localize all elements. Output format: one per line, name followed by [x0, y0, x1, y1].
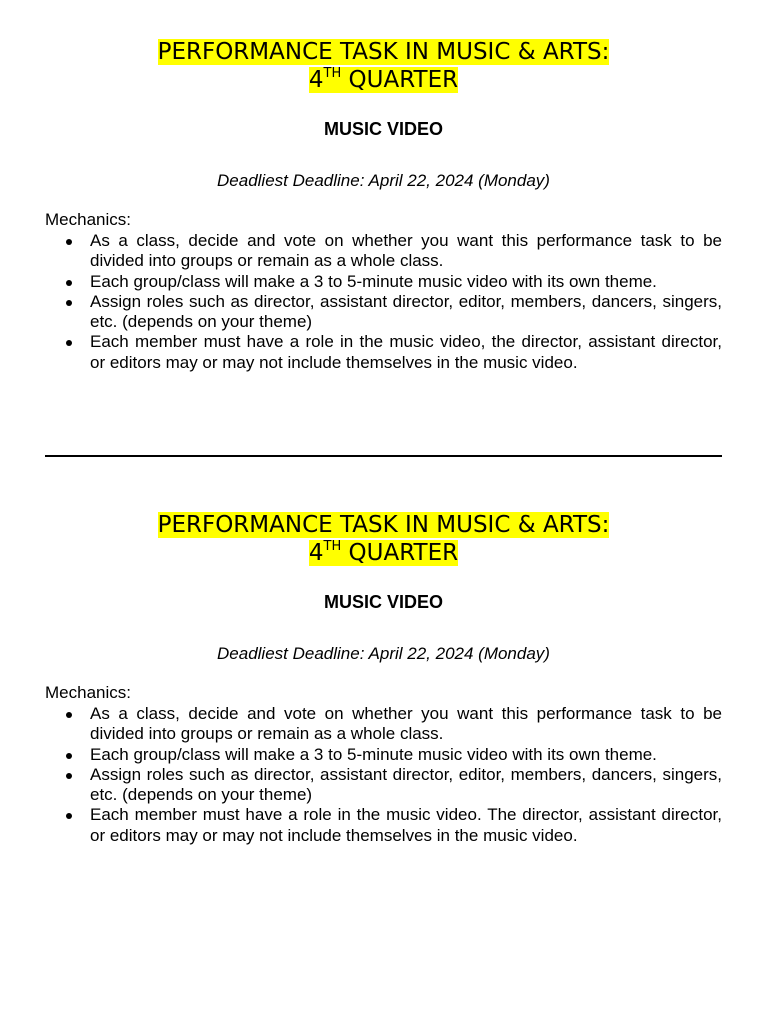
quarter-ordinal-suffix: TH [323, 539, 342, 554]
mechanics-item-text: Each member must have a role in the music video. The director, assistant director, or editors may or may not include themselves in the music video. [90, 805, 722, 845]
title-line-1: PERFORMANCE TASK IN MUSIC & ARTS: [157, 39, 610, 65]
title-line-2 [309, 540, 458, 566]
title-line-2 [309, 67, 458, 93]
mechanics-item [45, 231, 722, 272]
mechanics-label: Mechanics: [45, 683, 131, 702]
task-subtitle: MUSIC VIDEO [323, 119, 443, 139]
mechanics-item [45, 332, 722, 373]
mechanics-item [45, 745, 722, 765]
bullet-icon [66, 753, 72, 759]
mechanics-item [45, 272, 722, 292]
task-section-1 [45, 38, 722, 372]
quarter-number: 4 [308, 67, 324, 93]
mechanics-item-text: Assign roles such as director, assistant director, editor, members, dancers, singers, etc. (depends on your theme) [90, 764, 722, 805]
bullet-icon [66, 300, 72, 306]
mechanics-item-text: As a class, decide and vote on whether you want this performance task to be divided into groups or remain as a whole class. [90, 704, 722, 744]
deadline-text: Deadliest Deadline: April 22, 2024 (Monday) [217, 644, 550, 663]
quarter-ordinal-suffix: TH [323, 66, 342, 81]
bullet-icon [66, 712, 72, 718]
quarter-number: 4 [308, 540, 324, 566]
mechanics-label: Mechanics: [45, 210, 131, 229]
title-line-1: PERFORMANCE TASK IN MUSIC & ARTS: [157, 512, 610, 538]
task-subtitle: MUSIC VIDEO [323, 592, 443, 612]
bullet-icon [66, 340, 72, 346]
bullet-icon [66, 239, 72, 245]
section-divider [45, 455, 722, 457]
document-title [45, 511, 722, 571]
mechanics-item-text: Each group/class will make a 3 to 5-minute music video with its own theme. [90, 744, 657, 764]
mechanics-list [45, 231, 722, 373]
deadline-text: Deadliest Deadline: April 22, 2024 (Monday) [217, 171, 550, 190]
mechanics-item [45, 805, 722, 846]
quarter-word: QUARTER [341, 540, 459, 566]
mechanics-item [45, 292, 722, 333]
mechanics-item-text: Assign roles such as director, assistant director, editor, members, dancers, singers, etc. (depends on your theme) [90, 291, 722, 332]
bullet-icon [66, 773, 72, 779]
mechanics-item-text: As a class, decide and vote on whether you want this performance task to be divided into groups or remain as a whole class. [90, 231, 722, 271]
quarter-word: QUARTER [341, 67, 459, 93]
mechanics-item-text: Each member must have a role in the music video, the director, assistant director, or editors may or may not include themselves in the music video. [90, 332, 722, 372]
bullet-icon [66, 813, 72, 819]
mechanics-item-text: Each group/class will make a 3 to 5-minute music video with its own theme. [90, 271, 657, 291]
bullet-icon [66, 280, 72, 286]
mechanics-list [45, 704, 722, 846]
task-section-2 [45, 511, 722, 845]
document-title [45, 38, 722, 98]
mechanics-item [45, 765, 722, 806]
mechanics-item [45, 704, 722, 745]
